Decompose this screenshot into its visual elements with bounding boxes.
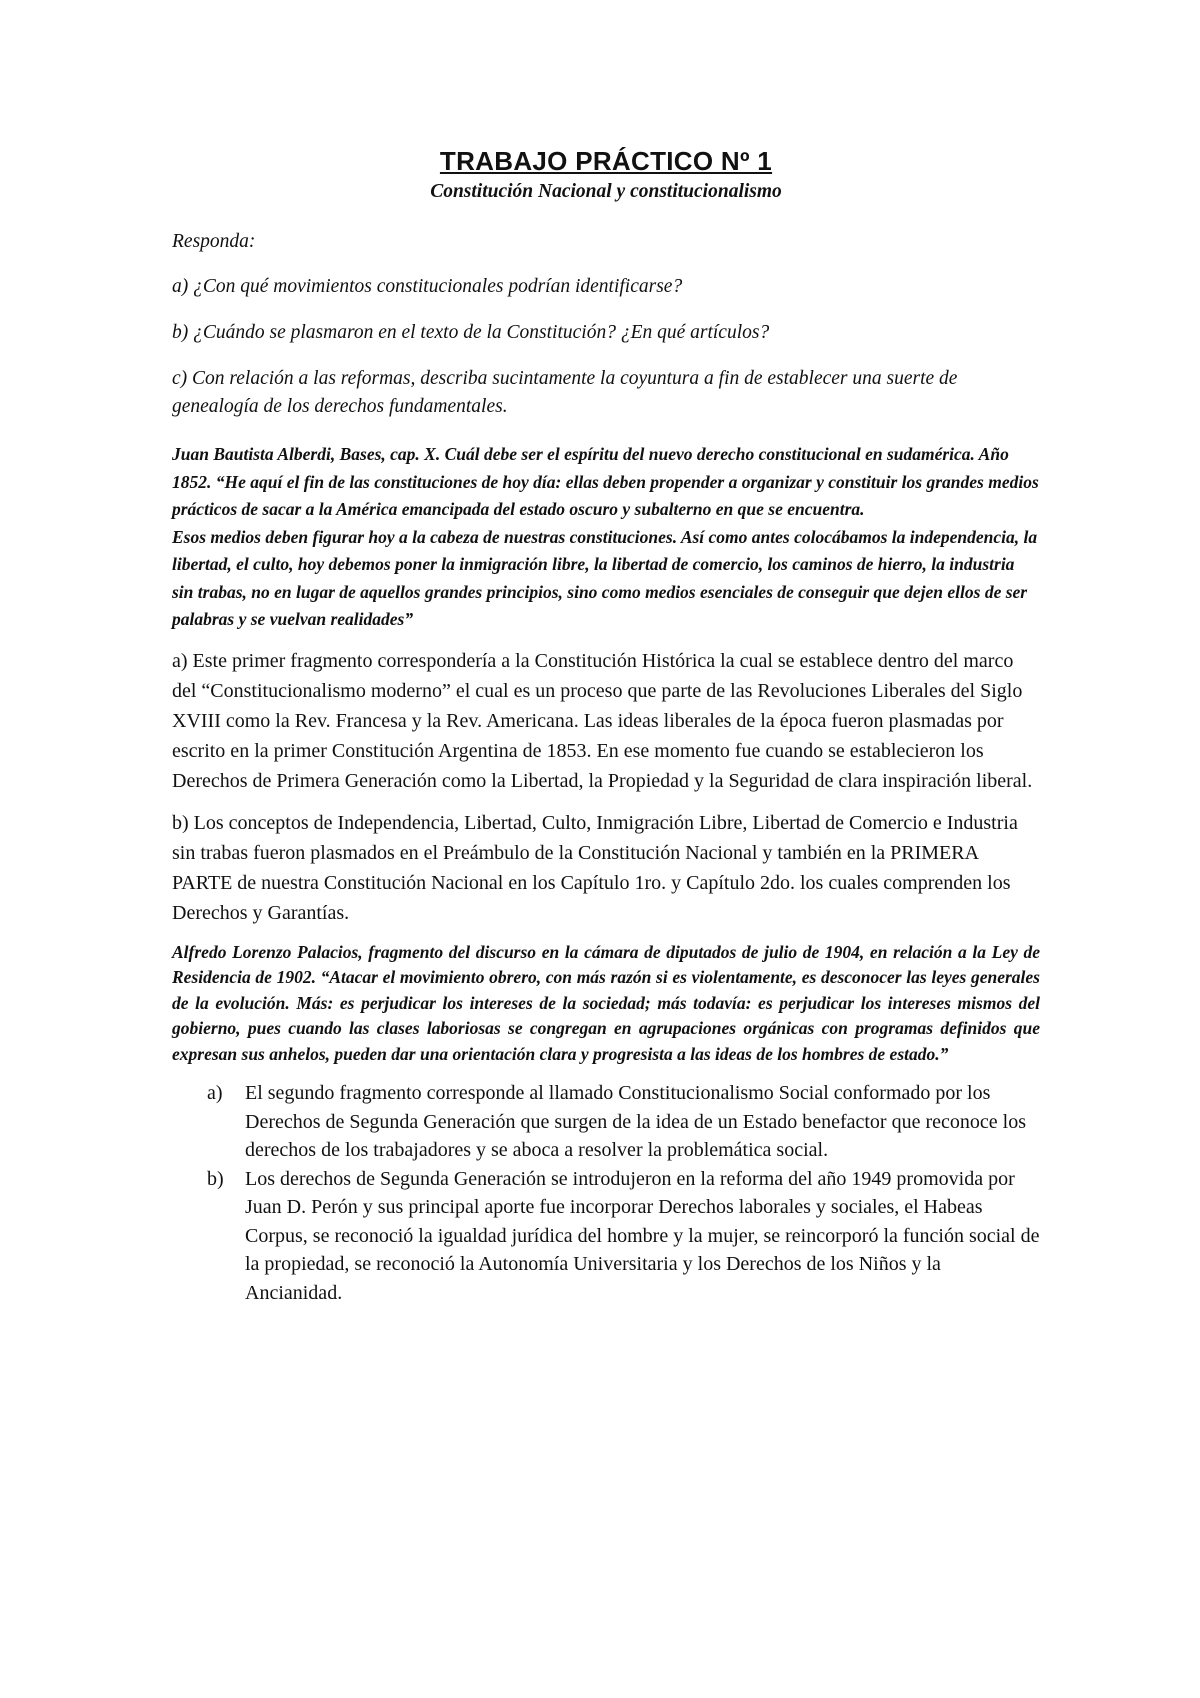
document-subtitle: Constitución Nacional y constitucionalismo	[430, 181, 782, 202]
palacios-quote: Alfredo Lorenzo Palacios, fragmento del discurso en la cámara de diputados de julio de 1904, en relación a la Ley de Residencia de 1902. “Atacar el movimiento obrero, con más razón si es violentamente, es desconocer las leyes generales de la evolución. Más: es perjudicar los intereses de la sociedad; más todavía: es perjudicar los intereses mismos del gobierno, pues cuando las clases laboriosas se congregan en agrupaciones orgánicas con programas definidos que expresan sus anhelos, pueden dar una orientación clara y progresista a las ideas de los hombres de estado.”	[172, 941, 1040, 1064]
alberdi-quote	[172, 441, 1040, 634]
list-item-marker: b)	[207, 1167, 224, 1190]
list-item-text: El segundo fragmento corresponde al llamado Constitucionalismo Social conformado por los Derechos de Segunda Generación que surgen de la idea de un Estado benefactor que reconoce los derechos de los trabajadores y se aboca a resolver la problemática social.	[245, 1082, 1026, 1161]
alberdi-quote-paragraph-1: Juan Bautista Alberdi, Bases, cap. X. Cuál debe ser el espíritu del nuevo derecho constitucional en sudamérica. Año 1852. “He aquí el fin de las constituciones de hoy día: ellas deben propender a organizar y constituir los grandes medios prácticos de sacar a la América emancipada del estado oscuro y subalterno en que se encuentra.	[172, 444, 1039, 519]
questions-intro: Responda:	[172, 231, 256, 252]
answer-1-b: b) Los conceptos de Independencia, Libertad, Culto, Inmigración Libre, Libertad de Comercio e Industria sin trabas fueron plasmados en el Preámbulo de la Constitución Nacional y también en la PRIMERA PARTE de nuestra Constitución Nacional en los Capítulo 1ro. y Capítulo 2do. los cuales comprenden los Derechos y Garantías.	[172, 811, 1018, 924]
answers-2-list	[172, 1079, 1040, 1307]
document-title: TRABAJO PRÁCTICO Nº 1	[439, 146, 773, 176]
list-item-marker: a)	[207, 1082, 223, 1104]
question-c: c) Con relación a las reformas, describa sucintamente la coyuntura a fin de establecer una suerte de genealogía de los derechos fundamentales.	[172, 368, 958, 417]
list-item	[172, 1079, 1040, 1165]
list-item-text: Los derechos de Segunda Generación se introdujeron en la reforma del año 1949 promovida por Juan D. Perón y sus principal aporte fue incorporar Derechos laborales y sociales, el Habeas Corpus, se reconoció la igualdad jurídica del hombre y la mujer, se reincorporó la función social de la propiedad, se reconoció la Autonomía Universitaria y los Derechos de los Niños y la Ancianidad.	[245, 1167, 1040, 1304]
list-item	[172, 1165, 1040, 1308]
question-a: a) ¿Con qué movimientos constitucionales podrían identificarse?	[172, 276, 683, 297]
answer-1-a: a) Este primer fragmento correspondería a la Constitución Histórica la cual se establece dentro del marco del “Constitucionalismo moderno” el cual es un proceso que parte de las Revoluciones Liberales del Siglo XVIII como la Rev. Francesa y la Rev. Americana. Las ideas liberales de la época fueron plasmadas por escrito en la primer Constitución Argentina de 1853. En ese momento fue cuando se establecieron los Derechos de Primera Generación como la Libertad, la Propiedad y la Seguridad de clara inspiración liberal.	[172, 649, 1033, 792]
question-b: b) ¿Cuándo se plasmaron en el texto de la Constitución? ¿En qué artículos?	[172, 322, 770, 343]
alberdi-quote-paragraph-2: Esos medios deben figurar hoy a la cabeza de nuestras constituciones. Así como antes colocábamos la independencia, la libertad, el culto, hoy debemos poner la inmigración libre, la libertad de comercio, los caminos de hierro, la industria sin trabas, no en lugar de aquellos grandes principios, sino como medios esenciales de conseguir que dejen ellos de ser palabras y se vuelvan realidades”	[172, 526, 1038, 629]
document-body	[172, 145, 1040, 1307]
